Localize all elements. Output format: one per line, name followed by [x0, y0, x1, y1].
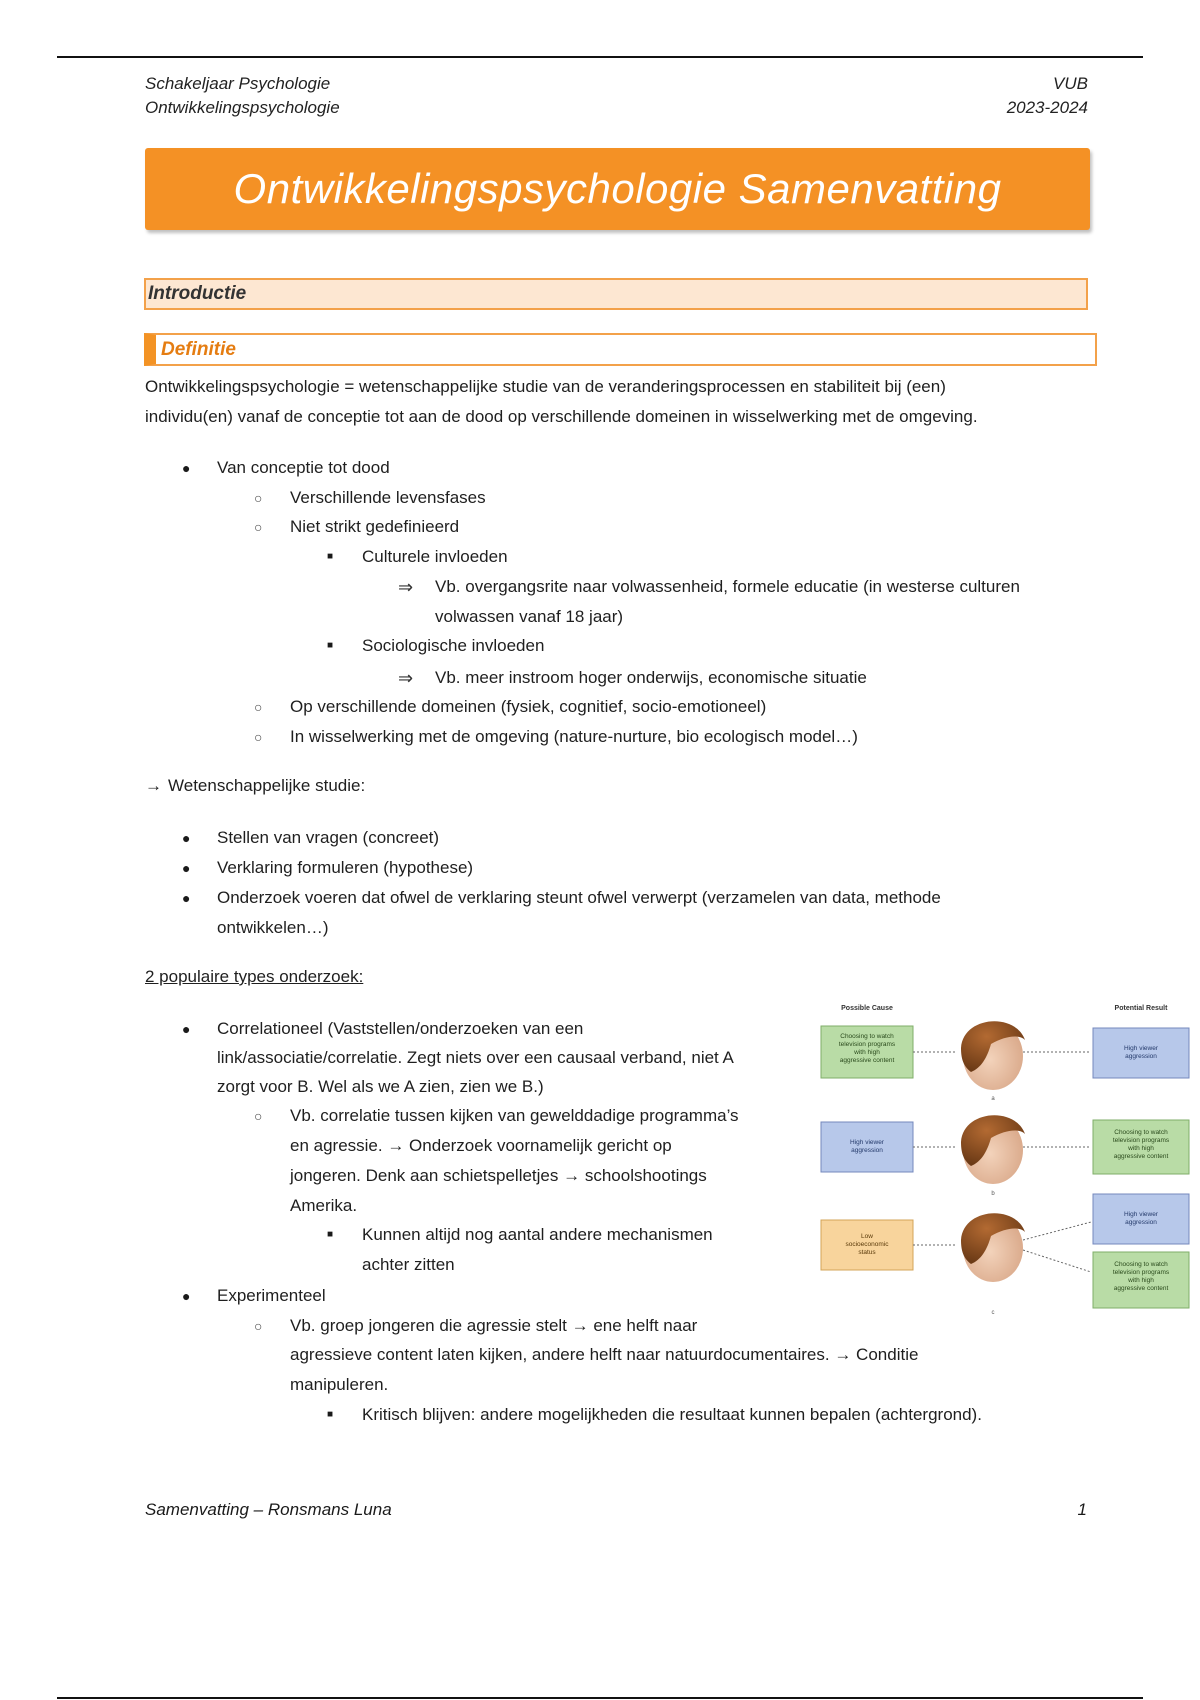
types-heading: 2 populaire types onderzoek: [145, 967, 364, 986]
svg-text:television programs: television programs [1112, 1269, 1170, 1276]
definition-line-1: Ontwikkelingspsychologie = wetenschappelijke studie van de veranderingsprocessen en stabiliteit bij (een) [145, 377, 946, 396]
list-item-continued: achter zitten [362, 1255, 455, 1274]
svg-text:with high: with high [1128, 1277, 1154, 1284]
svg-text:Choosing to watch: Choosing to watch [1114, 1129, 1168, 1136]
circle-bullet-icon: ○ [254, 729, 263, 745]
header-course: Schakeljaar Psychologie [145, 74, 331, 93]
svg-text:High viewer: High viewer [850, 1139, 884, 1146]
svg-text:aggression: aggression [1125, 1219, 1157, 1226]
svg-text:aggression: aggression [851, 1147, 883, 1154]
circle-bullet-icon: ○ [254, 490, 263, 506]
example-line: jongeren. Denk aan schietspelletjes → schoolshootings [290, 1166, 707, 1185]
bullet-icon: ● [182, 460, 191, 476]
square-bullet-icon: ■ [327, 640, 334, 651]
list-item: Culturele invloeden [362, 547, 508, 566]
svg-text:aggression: aggression [1125, 1053, 1157, 1060]
circle-bullet-icon: ○ [254, 519, 263, 535]
definition-line-2: individu(en) vanaf de conceptie tot aan de dood op verschillende domeinen in wisselwerking met de omgeving. [145, 407, 978, 426]
list-item: Onderzoek voeren dat ofwel de verklaring steunt ofwel verwerpt (verzamelen van data, methode [217, 888, 941, 907]
svg-text:television programs: television programs [838, 1041, 896, 1048]
list-item: Experimenteel [217, 1286, 326, 1305]
list-item: Verklaring formuleren (hypothese) [217, 858, 474, 877]
svg-text:status: status [858, 1249, 876, 1256]
page-number: 1 [1077, 1500, 1087, 1519]
list-item: Op verschillende domeinen (fysiek, cognitief, socio-emotioneel) [290, 697, 767, 716]
figure-row-a [821, 1021, 1189, 1102]
list-item-continued: ontwikkelen…) [217, 918, 329, 937]
figure-col-right: Potential Result [1114, 1005, 1168, 1012]
svg-text:television programs: television programs [1112, 1137, 1170, 1144]
example-line: manipuleren. [290, 1375, 389, 1394]
list-item: Kunnen altijd nog aantal andere mechanismen [362, 1225, 713, 1244]
header-right [1007, 72, 1088, 120]
bullet-icon: ● [182, 830, 191, 846]
example-line: en agressie. → Onderzoek voornamelijk gericht op [290, 1136, 672, 1155]
list-item: Stellen van vragen (concreet) [217, 828, 440, 847]
page-title: Ontwikkelingspsychologie Samenvatting [145, 148, 1090, 230]
circle-bullet-icon: ○ [254, 1318, 263, 1334]
svg-text:aggressive content: aggressive content [1113, 1285, 1169, 1292]
example-line: Amerika. [290, 1196, 358, 1215]
svg-text:c: c [991, 1310, 995, 1316]
bullet-icon: ● [182, 860, 191, 876]
list-item: Niet strikt gedefinieerd [290, 517, 460, 536]
header-year: 2023-2024 [1006, 98, 1088, 117]
list-item: Correlationeel (Vaststellen/onderzoeken van een [217, 1019, 584, 1038]
svg-text:Low: Low [861, 1233, 873, 1240]
header-subject: Ontwikkelingspsychologie [145, 98, 340, 117]
top-rule [57, 56, 1143, 58]
svg-text:socioeconomic: socioeconomic [845, 1241, 889, 1248]
bullet-icon: ● [182, 1288, 191, 1304]
figure-col-left: Possible Cause [841, 1005, 893, 1012]
example-line: Vb. correlatie tussen kijken van gewelddadige programma’s [290, 1106, 739, 1125]
list-item: Sociologische invloeden [362, 636, 545, 655]
example-line: volwassen vanaf 18 jaar) [435, 607, 624, 626]
double-arrow-icon: ⇒ [398, 668, 414, 688]
example-line: agressieve content laten kijken, andere helft naar natuurdocumentaires. → Conditie [290, 1345, 919, 1364]
example-line: Vb. groep jongeren die agressie stelt → ene helft naar [290, 1316, 698, 1335]
bullet-icon: ● [182, 890, 191, 906]
svg-text:aggressive content: aggressive content [839, 1057, 895, 1064]
svg-text:Choosing to watch: Choosing to watch [1114, 1261, 1168, 1268]
subsection-heading-definitie: Definitie [144, 333, 1097, 366]
square-bullet-icon: ■ [327, 551, 334, 562]
svg-text:High viewer: High viewer [1124, 1211, 1158, 1218]
header-left [145, 72, 340, 120]
svg-text:with high: with high [854, 1049, 880, 1056]
right-arrow-icon: → [145, 776, 162, 795]
header-university: VUB [1053, 74, 1088, 93]
list-item: Van conceptie tot dood [217, 458, 390, 477]
list-item-continued: zorgt voor B. Wel als we A zien, zien we B.) [217, 1077, 544, 1096]
section-heading-introductie: Introductie [144, 278, 1088, 310]
list-item: Verschillende levensfases [290, 488, 486, 507]
svg-text:High viewer: High viewer [1124, 1045, 1158, 1052]
list-item: In wisselwerking met de omgeving (nature-nurture, bio ecologisch model…) [290, 727, 858, 746]
example-line: Vb. meer instroom hoger onderwijs, economische situatie [435, 668, 867, 687]
double-arrow-icon: ⇒ [398, 577, 414, 597]
list-item: Kritisch blijven: andere mogelijkheden die resultaat kunnen bepalen (achtergrond). [362, 1405, 982, 1424]
circle-bullet-icon: ○ [254, 1108, 263, 1124]
science-intro: Wetenschappelijke studie: [168, 776, 366, 795]
figure-row-c [821, 1194, 1189, 1316]
svg-text:b: b [991, 1191, 995, 1197]
footer-author: Samenvatting – Ronsmans Luna [145, 1500, 392, 1519]
bottom-rule [57, 1697, 1143, 1699]
correlation-figure [815, 998, 1195, 1320]
square-bullet-icon: ■ [327, 1229, 334, 1240]
example-line: Vb. overgangsrite naar volwassenheid, formele educatie (in westerse culturen [435, 577, 1020, 596]
list-item-continued: link/associatie/correlatie. Zegt niets over een causaal verband, niet A [217, 1048, 734, 1067]
svg-text:aggressive content: aggressive content [1113, 1153, 1169, 1160]
bullet-icon: ● [182, 1021, 191, 1037]
figure-row-b [821, 1115, 1189, 1197]
svg-text:Choosing to watch: Choosing to watch [840, 1033, 894, 1040]
svg-text:with high: with high [1128, 1145, 1154, 1152]
circle-bullet-icon: ○ [254, 699, 263, 715]
square-bullet-icon: ■ [327, 1409, 334, 1420]
svg-text:a: a [991, 1096, 995, 1102]
